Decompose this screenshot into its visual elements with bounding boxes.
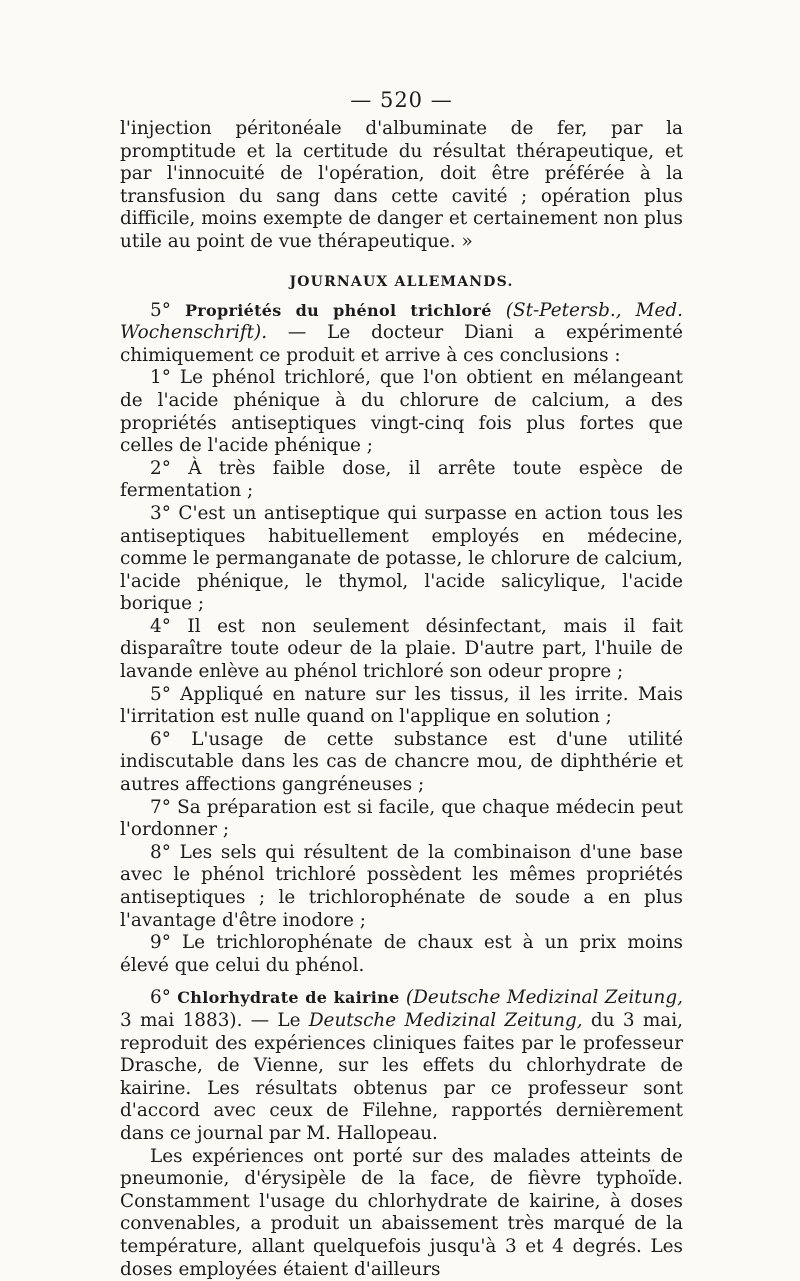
list-item: 1° Le phénol trichloré, que l'on obtient en mélangeant de l'acide phénique à du chlorure de calcium, a des propriétés antiseptiques vingt-cinq fois plus fortes que celles de l'acide phénique ; [120,367,683,457]
section-heading: JOURNAUX ALLEMANDS. [289,273,514,290]
list-item: 4° Il est non seulement désinfectant, mais il fait disparaître toute odeur de la plaie. D'autre part, l'huile de lavande enlève au phénol trichloré son odeur propre ; [120,615,683,683]
list-item: 5° Appliqué en nature sur les tissus, il les irrite. Mais l'irritation est nulle quand on l'applique en solution ; [120,683,683,728]
list-item: 6° L'usage de cette substance est d'une utilité indiscutable dans les cas de chancre mou, de diphthérie et autres affections gangréneuses ; [120,728,683,796]
article-5-title: Propriétés du phénol trichloré [184,300,492,320]
intro-paragraph: l'injection péritonéale d'albuminate de fer, par la promptitude et la certitude du résultat thérapeutique, et par l'innocuité de l'opération, doit être préférée à la transfusion du sang dans cette cavité ; opération plus difficile, moins exempte de danger et certainement non plus utile au point de vue thérapeutique. » [120,118,683,252]
article-5-source: (St-Petersb., Med. Wochenschrift). [120,299,683,344]
list-item: 7° Sa préparation est si facile, que chaque médecin peut l'ordonner ; [120,796,683,841]
article-6-paragraph-2: Les expériences ont porté sur des malades atteints de pneumonie, d'érysipèle de la face, de fièvre typhoïde. Constamment l'usage du chlorhydrate de kairine, à doses convenables, a produit un abaissement très marqué de la température, allant quelquefois jusqu'à 3 et 4 degrés. Les doses employées étaient d'ailleurs [120,1145,683,1280]
article-5-number: 5° [150,299,171,321]
list-item: 2° À très faible dose, il arrête toute espèce de fermentation ; [120,457,683,502]
list-item: 9° Le trichlorophénate de chaux est à un prix moins élevé que celui du phénol. [120,932,683,976]
list-item: 8° Les sels qui résultent de la combinaison d'une base avec le phénol trichloré possèdent les mêmes propriétés antiseptiques ; le trichlorophénate de soude a en plus l'avantage d'être inodore ; [120,841,683,931]
article-6-date: 3 mai 1883). — Le [120,1009,309,1031]
page-number: — 520 — [350,88,453,112]
article-6-paragraph [120,987,683,1145]
article-6-source: (Deutsche Medizinal Zeitung, [405,987,683,1009]
list-item: 3° C'est un antiseptique qui surpasse en action tous les antiseptiques habituellement employés en médecine, comme le permanganate de potasse, le chlorure de calcium, l'acide phénique, le thymol, l'acide salicylique, l'acide borique ; [120,502,683,615]
article-5-intro: — Le docteur Diani a expérimenté chimiquement ce produit et arrive à ces conclusions : [120,322,683,366]
article-6-number: 6° [150,987,171,1009]
article-6-title: Chlorhydrate de kairine [177,988,400,1008]
article-6-journal: Deutsche Medizinal Zeitung, [308,1009,583,1031]
article-6-body: du 3 mai, reproduit des expériences cliniques faites par le professeur Drasche, de Vienne, sur les effets du chlorhydrate de kairine. Les résultats obtenus par ce professeur sont d'accord avec ceux de Filehne, rapportés dernièrement dans ce journal par M. Hallopeau. [120,1009,683,1144]
article-5-heading [120,300,683,368]
